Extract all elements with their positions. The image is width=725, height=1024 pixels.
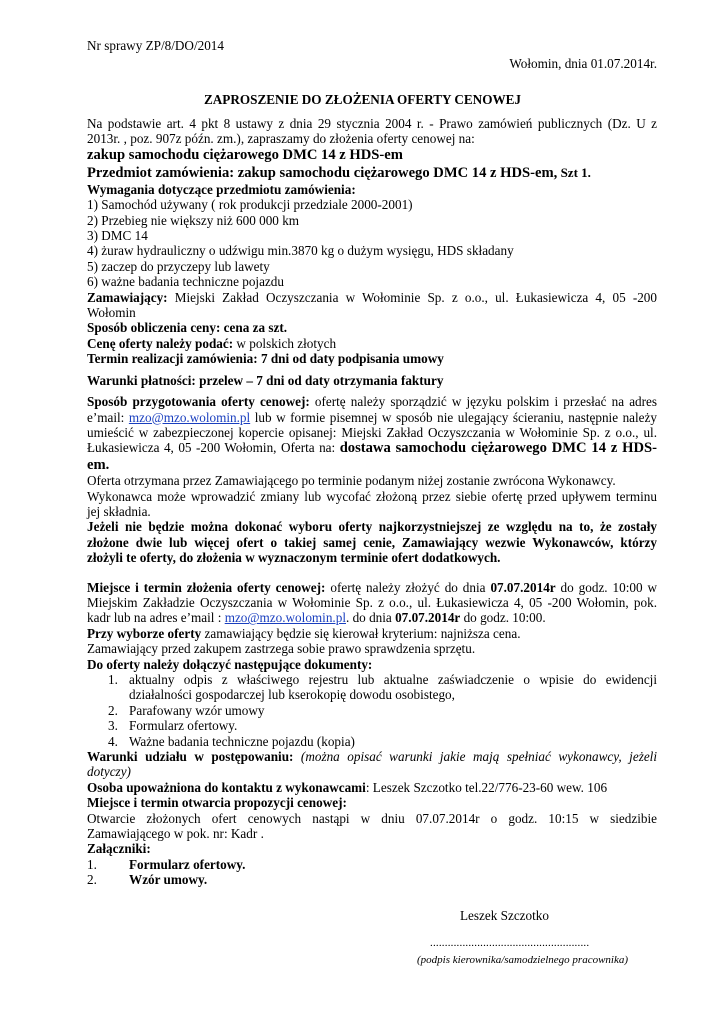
submission-line-2: Miejskim Zakładzie Oczyszczania w Wołominie Sp. z o.o., ul. Łukasiewicza 4, 05 -200 Wołomin, pok.	[87, 594, 657, 610]
equal-offers-line-2: złożone dwie lub więcej ofert o takiej samej cenie, Zamawiający wezwie Wykonawców, którzy	[87, 534, 657, 550]
email-link[interactable]: mzo@mzo.wolomin.pl	[128, 409, 251, 425]
submission-text: ofertę należy złożyć do dnia	[325, 579, 491, 595]
requirement-item: 3) DMC 14	[87, 228, 148, 244]
withdraw-line-1: Wykonawca może wprowadzić zmiany lub wycofać złożoną przez siebie ofertę przed upływem terminu	[87, 488, 657, 504]
place-date: Wołomin, dnia 01.07.2014r.	[509, 56, 657, 71]
offer-subject-end: em.	[87, 456, 110, 473]
participation-note: dotyczy)	[87, 764, 131, 780]
purchase-heading: zakup samochodu ciężarowego DMC 14 z HDS-em	[87, 146, 403, 163]
submission-date: 07.07.2014r	[395, 610, 461, 626]
requirements-heading: Wymagania dotyczące przedmiotu zamówienia:	[87, 181, 356, 197]
email-link[interactable]: mzo@mzo.wolomin.pl	[224, 610, 346, 626]
attachment-item	[87, 872, 657, 887]
inspection-note: Zamawiający przed zakupem zastrzega sobie prawo sprawdzenia sprzętu.	[87, 641, 476, 657]
criterion-line	[87, 626, 657, 641]
preparation-line-4	[87, 440, 657, 456]
list-item	[108, 703, 657, 718]
preparation-text: ofertę należy sporządzić w języku polskim i przesłać na adres	[309, 394, 658, 410]
list-item	[108, 718, 657, 733]
buyer-address: Miejski Zakład Oczyszczania w Wołominie Sp. z o.o., ul. Łukasiewicza 4, 05 -200	[167, 289, 657, 305]
participation-label: Warunki udziału w postępowaniu:	[87, 749, 294, 765]
contact-label: Osoba upoważniona do kontaktu z wykonawcami	[87, 779, 366, 795]
list-text: Parafowany wzór umowy	[129, 702, 265, 718]
list-number: 3.	[108, 718, 118, 734]
list-item	[108, 734, 657, 749]
subject-value: zakup samochodu ciężarowego DMC 14 z HDS-em,	[234, 164, 558, 181]
buyer-line	[87, 290, 657, 305]
submission-label: Miejsce i termin złożenia oferty cenowej:	[87, 579, 326, 595]
list-text: Formularz ofertowy.	[129, 718, 238, 734]
requirement-item: 4) żuraw hydrauliczny o udźwigu min.3870 kg o dużym wysięgu, HDS składany	[87, 243, 514, 259]
attachment-text: Wzór umowy.	[129, 872, 208, 888]
requirement-item: 1) Samochód używany ( rok produkcji przedziale 2000-2001)	[87, 197, 413, 213]
buyer-label: Zamawiający:	[87, 289, 168, 305]
subject-line	[87, 164, 657, 182]
attachment-item	[87, 857, 657, 872]
price-currency-value: w polskich złotych	[233, 335, 337, 351]
list-item	[108, 672, 657, 703]
requirement-item: 6) ważne badania techniczne pojazdu	[87, 274, 284, 290]
submission-text: do godz. 10:00 w	[555, 579, 658, 595]
intro-line-2: 2013r. , poz. 907z późn. zm.), zapraszamy do złożenia oferty cenowej na:	[87, 131, 475, 147]
submission-text: do godz. 10:00.	[460, 610, 546, 626]
price-currency-label: Cenę oferty należy podać:	[87, 335, 234, 351]
list-number: 1.	[108, 672, 118, 687]
attachments-heading: Załączniki:	[87, 841, 151, 857]
subject-quantity: Szt 1.	[557, 164, 591, 180]
equal-offers-line-3: złożyli te oferty, do złożenia w wyznaczonym terminie ofert dodatkowych.	[87, 550, 501, 566]
document-body	[87, 116, 657, 888]
participation-line-1	[87, 749, 657, 764]
withdraw-line-2: jej składnia.	[87, 503, 151, 519]
submission-line-3	[87, 610, 657, 625]
opening-heading: Miejsce i termin otwarcia propozycji cenowej:	[87, 795, 347, 811]
list-number: 4.	[108, 733, 118, 749]
attachment-number: 2.	[87, 872, 97, 888]
preparation-text: lub w formie pisemnej w sposób nie ulegający ścieraniu, następnie należy	[250, 409, 657, 425]
buyer-city: Wołomin	[87, 305, 136, 321]
submission-date: 07.07.2014r	[490, 579, 556, 595]
criterion-label: Przy wyborze oferty	[87, 625, 202, 641]
contact-value: : Leszek Szczotko tel.22/776-23-60 wew. 106	[365, 779, 608, 795]
document-title: ZAPROSZENIE DO ZŁOŻENIA OFERTY CENOWEJ	[203, 92, 522, 107]
preparation-line-1	[87, 394, 657, 409]
price-method-value: cena za szt.	[220, 320, 288, 336]
signature-caption: (podpis kierownika/samodzielnego pracownika)	[417, 954, 629, 966]
requirement-item: 5) zaczep do przyczepy lub lawety	[87, 258, 270, 274]
preparation-line-2	[87, 410, 657, 425]
list-text: działalności gospodarczej lub kserokopię dowodu osobistego,	[129, 687, 455, 703]
contact-line	[87, 780, 657, 795]
case-number: Nr sprawy ZP/8/DO/2014	[87, 38, 224, 53]
documents-heading: Do oferty należy dołączyć następujące dokumenty:	[87, 656, 373, 672]
preparation-text: Łukasiewicza 4, 05 -200 Wołomin, Oferta na:	[87, 440, 340, 456]
preparation-label: Sposób przygotowania oferty cenowej:	[87, 394, 310, 410]
attachment-text: Formularz ofertowy.	[129, 856, 246, 872]
subject-label: Przedmiot zamówienia:	[87, 164, 235, 181]
submission-text: . do dnia	[345, 610, 396, 626]
deadline-line: Termin realizacji zamówienia: 7 dni od daty podpisania umowy	[87, 351, 444, 367]
preparation-line-3: umieścić w zabezpieczonej kopercie opisanej: Miejski Zakład Oczyszczania w Wołominie Sp. z o.o., ul.	[87, 424, 657, 440]
list-text: Ważne badania techniczne pojazdu (kopia)	[129, 733, 355, 749]
offer-returned-note: Oferta otrzymana przez Zamawiającego po terminie podanym niżej zostanie zwrócona Wykonawcy.	[87, 473, 616, 489]
preparation-text: e’mail:	[87, 409, 129, 425]
signatory-name: Leszek Szczotko	[460, 908, 549, 923]
price-method-label: Sposób obliczenia ceny:	[87, 320, 221, 336]
signature-line: ......................................................	[430, 937, 590, 949]
participation-note: (można opisać warunki jakie mają spełniać wykonawcy, jeżeli	[293, 749, 658, 765]
offer-subject: dostawa samochodu ciężarowego DMC 14 z HDS-	[339, 440, 657, 457]
attachment-number: 1.	[87, 856, 97, 872]
submission-text: kadr lub na adres e’mail :	[87, 610, 225, 626]
payment-terms: Warunki płatności: przelew – 7 dni od daty otrzymania faktury	[87, 372, 444, 388]
documents-list	[87, 672, 657, 749]
opening-line-2: Zamawiającego w pok. nr: Kadr .	[87, 826, 264, 842]
equal-offers-line-1: Jeżeli nie będzie można dokonać wyboru oferty najkorzystniejszej ze względu na to, że zostały	[87, 519, 657, 535]
list-number: 2.	[108, 702, 118, 718]
list-text: aktualny odpis z właściwego rejestru lub aktualne zaświadczenie o wpisie do ewidencji	[129, 672, 657, 687]
criterion-value: zamawiający będzie się kierował kryterium: najniższa cena.	[201, 625, 521, 641]
opening-line-1: Otwarcie złożonych ofert cenowych nastąpi w dniu 07.07.2014r o godz. 10:15 w siedzibie	[87, 810, 657, 826]
submission-line-1	[87, 580, 657, 595]
intro-line-1: Na podstawie art. 4 pkt 8 ustawy z dnia 29 stycznia 2004 r. - Prawo zamówień publicznych (Dz. U z	[87, 116, 657, 131]
requirement-item: 2) Przebieg nie większy niż 600 000 km	[87, 212, 300, 228]
